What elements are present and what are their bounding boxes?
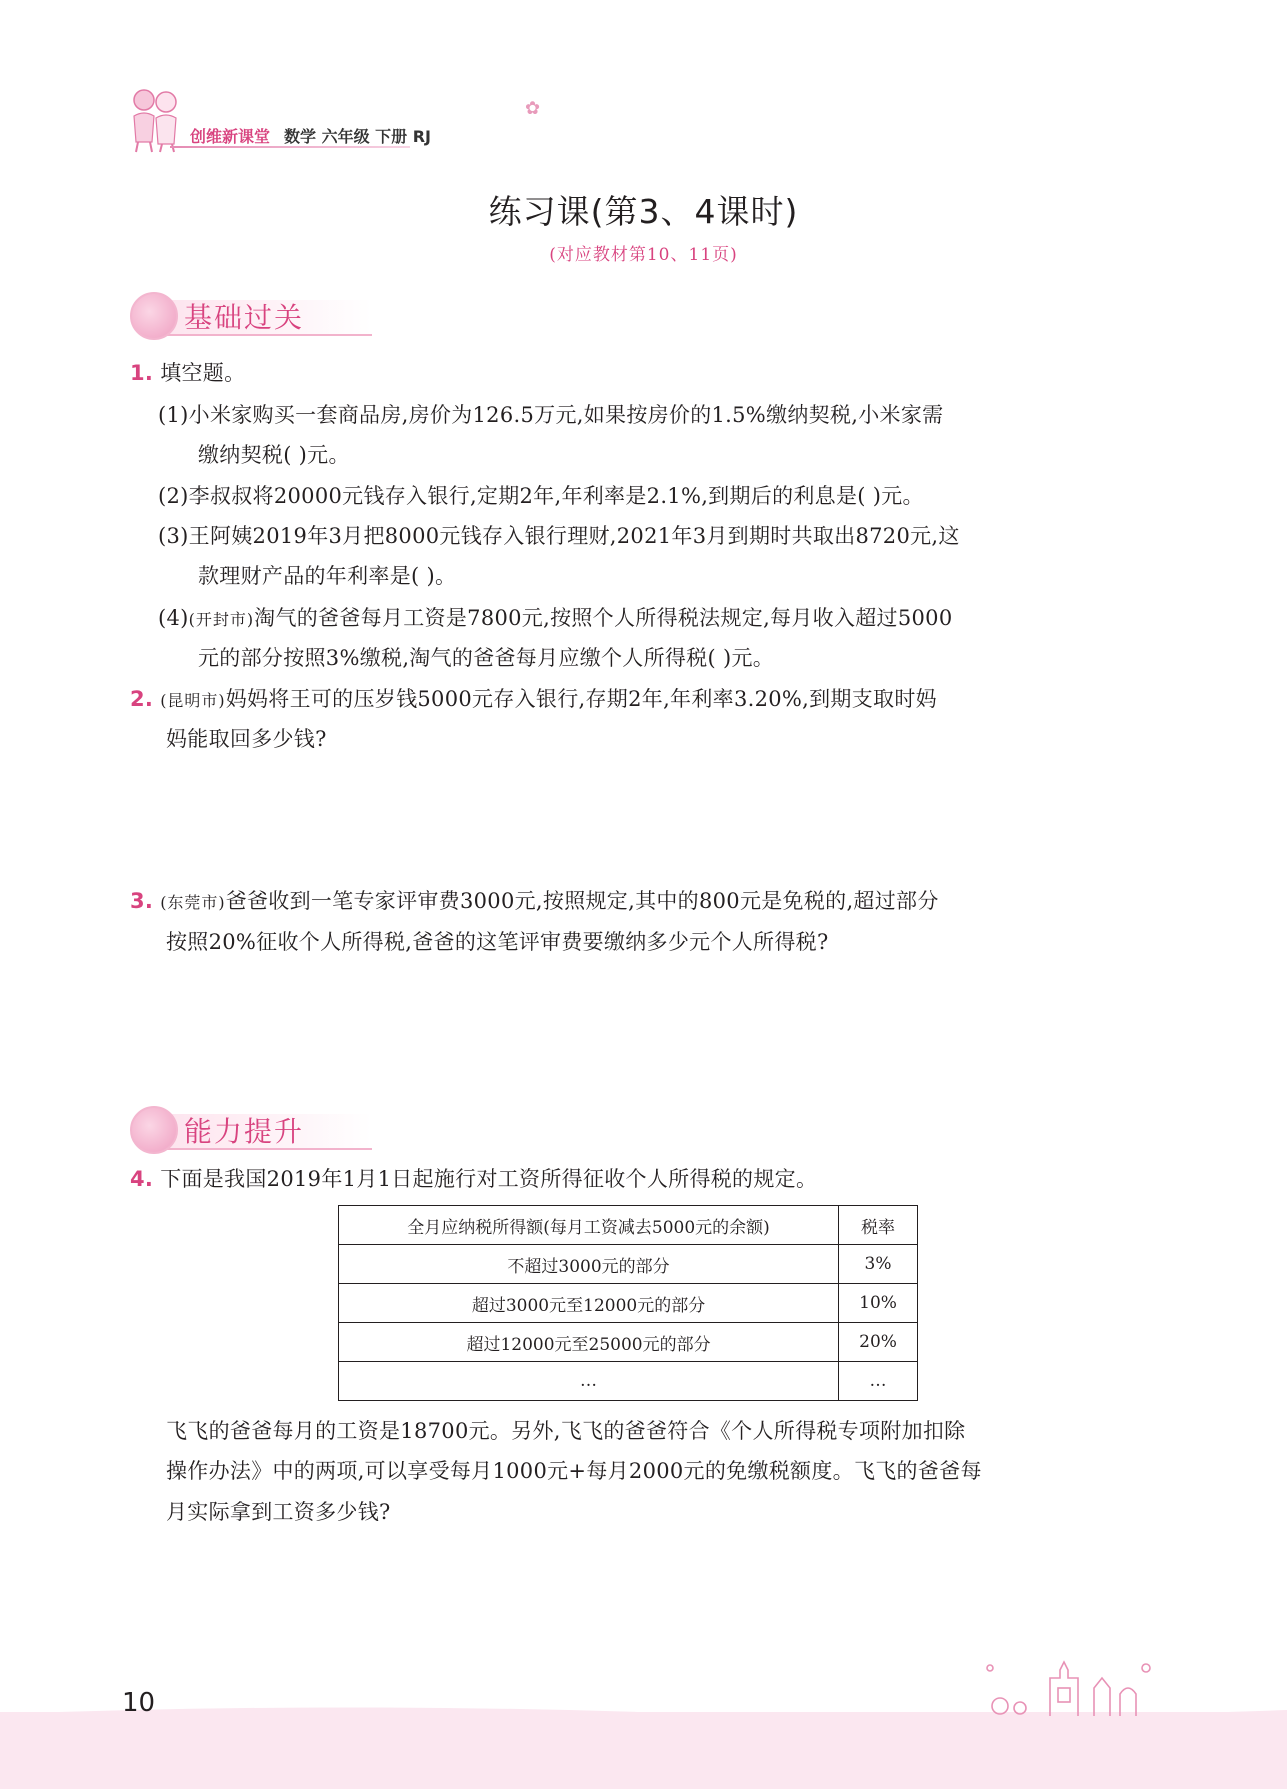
- page-subtitle: (对应教材第10、11页): [549, 245, 738, 265]
- kids-mascot-icon: [124, 86, 184, 154]
- q1-stem: [130, 358, 245, 388]
- section-header-advanced: [130, 1104, 380, 1152]
- table-header-income: 全月应纳税所得额(每月工资减去5000元的余额): [339, 1206, 839, 1245]
- table-cell-income: 不超过3000元的部分: [339, 1245, 839, 1284]
- q3-line2: 按照20%征收个人所得税,爸爸的这笔评审费要缴纳多少元个人所得税?: [166, 930, 829, 954]
- q1-part3-line1: (3)王阿姨2019年3月把8000元钱存入银行理财,2021年3月到期时共取出8720元,这: [158, 524, 960, 548]
- footer-band: [0, 1712, 1287, 1789]
- q2-line1: [130, 684, 937, 716]
- brand-name: 创维新课堂: [190, 127, 271, 146]
- question-number: 4.: [130, 1167, 154, 1191]
- q1-part1-line2: 缴纳契税( )元。: [198, 443, 350, 467]
- table-cell-income: 超过3000元至12000元的部分: [339, 1284, 839, 1323]
- section-title: 基础过关: [184, 301, 305, 334]
- table-header-row: [339, 1206, 918, 1245]
- q1-part1-line1: (1)小米家购买一套商品房,房价为126.5万元,如果按房价的1.5%缴纳契税,小米家需: [158, 403, 944, 427]
- q4-line2: 操作办法》中的两项,可以享受每月1000元+每月2000元的免缴税额度。飞飞的爸爸每: [166, 1459, 982, 1483]
- section-title: 能力提升: [184, 1115, 305, 1148]
- q2-line2: 妈能取回多少钱?: [166, 727, 327, 751]
- q4-intro: [130, 1164, 817, 1194]
- table-cell-rate: 20%: [839, 1323, 918, 1362]
- q1-part4-line2: 元的部分按照3%缴税,淘气的爸爸每月应缴个人所得税( )元。: [198, 646, 775, 670]
- table-cell-income: …: [339, 1362, 839, 1401]
- q4-line1: 飞飞的爸爸每月的工资是18700元。另外,飞飞的爸爸符合《个人所得税专项附加扣除: [166, 1419, 966, 1443]
- table-header-rate: 税率: [839, 1206, 918, 1245]
- part-text: 淘气的爸爸每月工资是7800元,按照个人所得税法规定,每月收入超过5000: [254, 606, 953, 630]
- question-number: 3.: [130, 889, 154, 913]
- part-label: (4): [158, 606, 189, 630]
- region-tag: (东莞市): [160, 893, 226, 912]
- page-number: 10: [122, 1688, 156, 1718]
- question-text: 妈妈将王可的压岁钱5000元存入银行,存期2年,年利率3.20%,到期支取时妈: [225, 687, 937, 711]
- question-text: 下面是我国2019年1月1日起施行对工资所得征收个人所得税的规定。: [160, 1167, 818, 1191]
- question-text: 填空题。: [160, 361, 246, 385]
- table-cell-rate: …: [839, 1362, 918, 1401]
- table-cell-income: 超过12000元至25000元的部分: [339, 1323, 839, 1362]
- tax-rate-table: [338, 1205, 918, 1401]
- castle-icon: [980, 1648, 1160, 1718]
- subject-info: 数学 六年级 下册 RJ: [284, 127, 432, 146]
- q3-line1: [130, 886, 939, 918]
- table-cell-rate: 10%: [839, 1284, 918, 1323]
- table-cell-rate: 3%: [839, 1245, 918, 1284]
- header-info: [190, 124, 431, 147]
- section-header-basic: [130, 290, 380, 338]
- girl-face-icon: [130, 292, 178, 340]
- table-row: [339, 1284, 918, 1323]
- question-number: 1.: [130, 361, 154, 385]
- sparkle-icon: ✿: [525, 98, 541, 119]
- page-title: 练习课(第3、4课时): [488, 192, 799, 231]
- table-row: [339, 1323, 918, 1362]
- region-tag: (昆明市): [160, 691, 226, 710]
- region-tag: (开封市): [188, 610, 255, 629]
- q1-part2-line1: (2)李叔叔将20000元钱存入银行,定期2年,年利率是2.1%,到期后的利息是( )元。: [158, 484, 924, 508]
- q4-line3: 月实际拿到工资多少钱?: [166, 1500, 391, 1524]
- boy-face-icon: [130, 1106, 178, 1154]
- q1-part3-line2: 款理财产品的年利率是( )。: [198, 564, 457, 588]
- question-number: 2.: [130, 687, 154, 711]
- table-row: [339, 1245, 918, 1284]
- question-text: 爸爸收到一笔专家评审费3000元,按照规定,其中的800元是免税的,超过部分: [225, 889, 939, 913]
- table-row: [339, 1362, 918, 1401]
- q1-part4-line1: [158, 603, 953, 635]
